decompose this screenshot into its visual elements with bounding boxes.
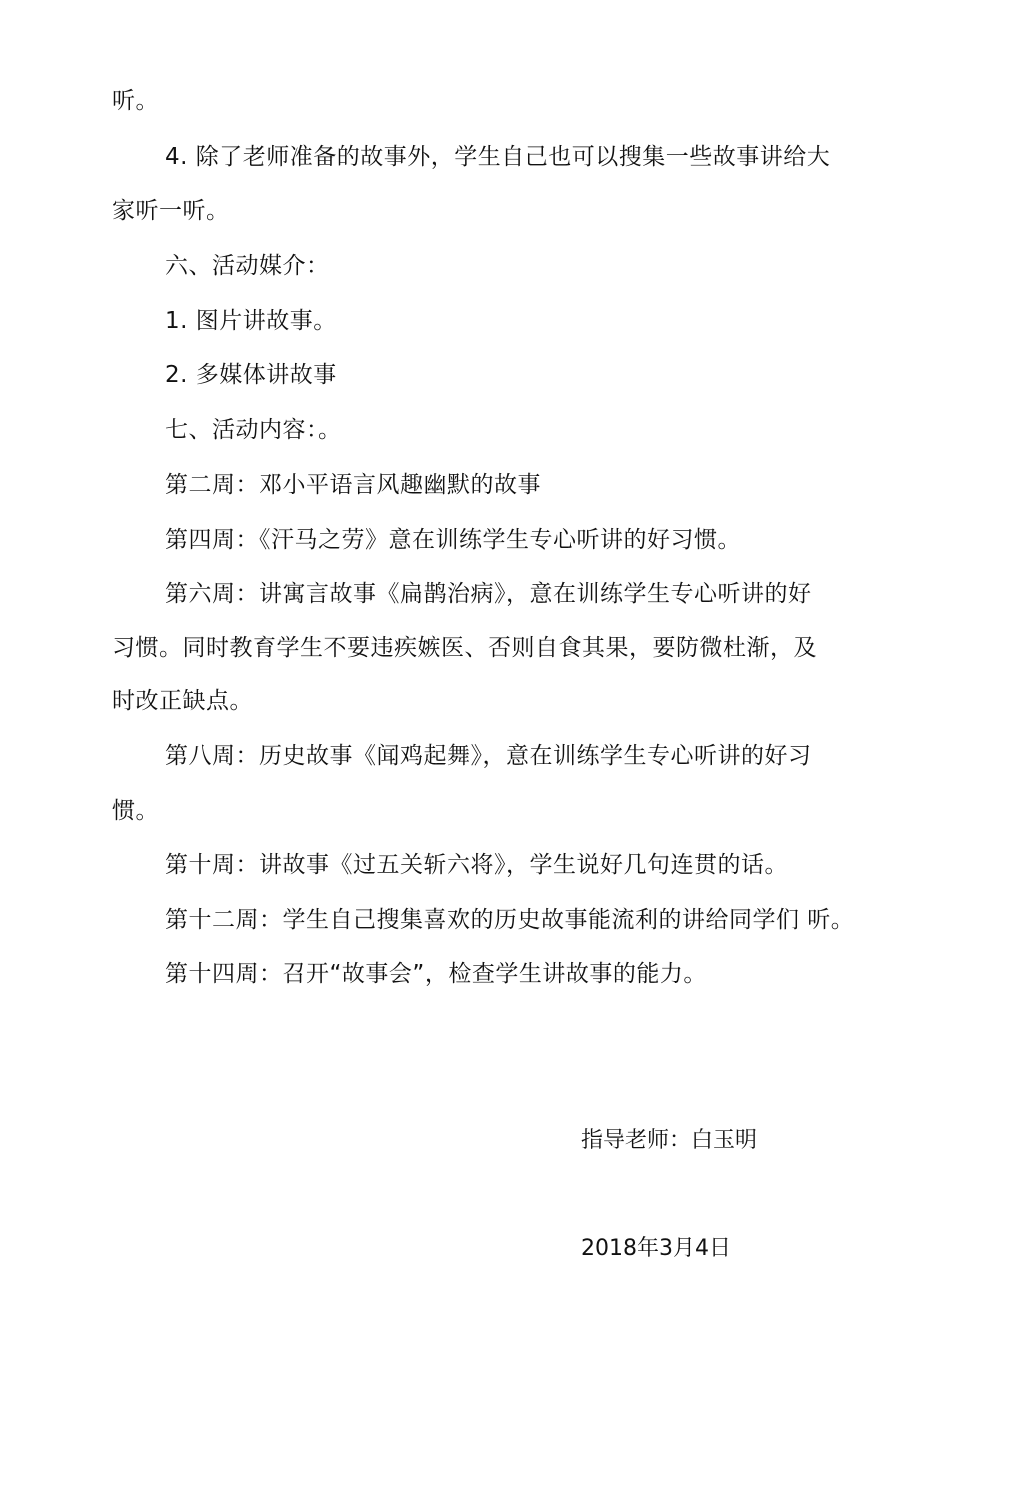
paragraph-line: 习惯。同时教育学生不要违疾嫉医、否则自食其果，要防微杜渐，及 (112, 635, 817, 661)
paragraph-line: 4. 除了老师准备的故事外，学生自己也可以搜集一些故事讲给大 (165, 144, 831, 170)
list-item: 2. 多媒体讲故事 (165, 362, 337, 388)
schedule-line: 第十二周：学生自己搜集喜欢的历史故事能流利的讲给同学们 听。 (165, 907, 855, 933)
section-heading: 七、活动内容：。 (165, 417, 342, 443)
paragraph-line: 听。 (112, 88, 159, 114)
signature-date: 2018年3月4日 (581, 1236, 731, 1261)
section-heading: 六、活动媒介： (165, 253, 330, 279)
schedule-line: 第十周：讲故事《过五关斩六将》，学生说好几句连贯的话。 (165, 852, 788, 878)
paragraph-line: 时改正缺点。 (112, 688, 253, 714)
paragraph-line: 惯。 (112, 798, 159, 824)
schedule-line: 第十四周：召开“故事会”，检查学生讲故事的能力。 (165, 961, 707, 987)
schedule-line: 第二周：邓小平语言风趣幽默的故事 (165, 472, 541, 498)
teacher-signature: 指导老师：白玉明 (581, 1128, 758, 1153)
paragraph-line: 家听一听。 (112, 198, 230, 224)
schedule-line: 第八周：历史故事《闻鸡起舞》，意在训练学生专心听讲的好习 (165, 743, 812, 769)
list-item: 1. 图片讲故事。 (165, 308, 337, 334)
schedule-line: 第六周：讲寓言故事《扁鹊治病》，意在训练学生专心听讲的好 (165, 581, 812, 607)
schedule-line: 第四周：《汗马之劳》意在训练学生专心听讲的好习惯。 (165, 527, 741, 553)
